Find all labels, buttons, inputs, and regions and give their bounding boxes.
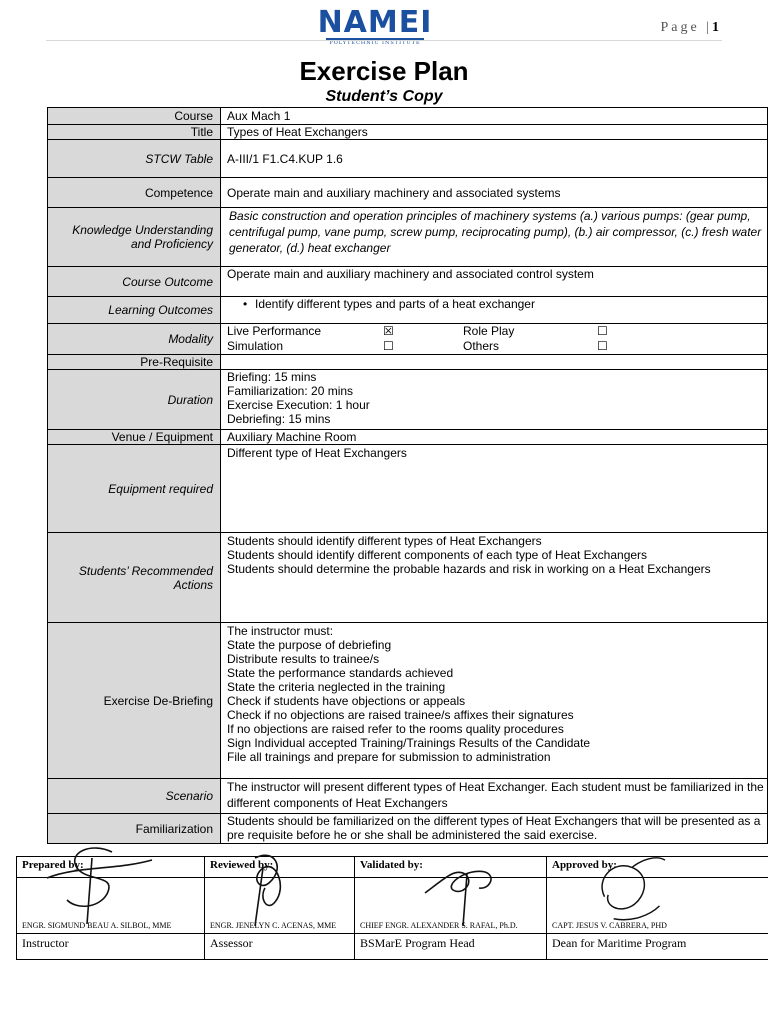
checkbox-live-performance[interactable]: ☒ [383, 324, 394, 338]
modality-option-simulation: Simulation [227, 339, 284, 353]
duration-line: Familiarization: 20 mins [227, 384, 354, 398]
modality-option-role-play: Role Play [463, 324, 515, 338]
value-stcw: A-III/1 F1.C4.KUP 1.6 [221, 140, 768, 178]
signature-validator-icon [405, 838, 525, 928]
row-modality [48, 324, 768, 355]
row-title [48, 125, 768, 140]
learning-outcomes-list [227, 297, 767, 311]
action-line: Students should identify different components of each type of Heat Exchangers [227, 548, 648, 562]
label-prerequisite: Pre-Requisite [48, 355, 221, 370]
debriefing-line: State the purpose of debriefing [227, 638, 392, 652]
debriefing-line: Check if no objections are raised trainee/s affixes their signatures [227, 708, 574, 722]
value-course-outcome: Operate main and auxiliary machinery and associated control system [221, 267, 768, 297]
value-title: Types of Heat Exchangers [221, 125, 768, 140]
row-venue [48, 430, 768, 445]
label-knowledge: Knowledge Understanding and Proficiency [48, 208, 221, 267]
label-venue: Venue / Equipment [48, 430, 221, 445]
signature-reviewer-icon [215, 838, 335, 928]
preparer-cell [17, 878, 205, 934]
debriefing-line: Distribute results to trainee/s [227, 652, 380, 666]
label-debriefing: Exercise De-Briefing [48, 623, 221, 779]
action-line: Students should determine the probable hazards and risk in working on a Heat Exchangers [227, 562, 711, 576]
checkbox-role-play[interactable]: ☐ [597, 324, 608, 338]
reviewer-role: Assessor [205, 934, 355, 960]
value-actions [221, 533, 768, 623]
row-familiarization [48, 814, 768, 844]
value-modality [221, 324, 768, 355]
value-venue: Auxiliary Machine Room [221, 430, 768, 445]
checkbox-others[interactable]: ☐ [597, 339, 608, 353]
value-knowledge: Basic construction and operation principles of machinery systems (a.) various pumps: (gear pump, centrifugal pump, vane pump, screw pump, reciprocating pump), (b.) air compressor, (c.) fresh water generator, (d.) heat exchanger [221, 208, 768, 267]
document-title: Exercise Plan [299, 56, 469, 86]
label-modality: Modality [48, 324, 221, 355]
row-stcw [48, 140, 768, 178]
signature-table [16, 856, 768, 960]
value-prerequisite [221, 355, 768, 370]
value-familiarization: Students should be familiarized on the different types of Heat Exchangers that will be presented as a pre requisite before he or she shall be administered the said exercise. [221, 814, 768, 844]
duration-line: Briefing: 15 mins [227, 370, 317, 384]
approver-name: CAPT. JESUS V. CABRERA, PHD [552, 921, 667, 930]
approver-role: Dean for Maritime Program [547, 934, 768, 960]
value-duration [221, 370, 768, 430]
value-learning-outcomes [221, 297, 768, 324]
modality-option-others: Others [463, 339, 500, 353]
row-learning-outcomes [48, 297, 768, 324]
row-course-outcome [48, 267, 768, 297]
checkbox-simulation[interactable]: ☐ [383, 339, 394, 353]
signature-names [17, 878, 768, 934]
duration-line: Debriefing: 15 mins [227, 412, 331, 426]
label-learning-outcomes: Learning Outcomes [48, 297, 221, 324]
label-stcw: STCW Table [48, 140, 221, 178]
duration-line: Exercise Execution: 1 hour [227, 398, 370, 412]
signature-preparer-icon [37, 838, 157, 928]
value-equipment: Different type of Heat Exchangers [221, 445, 768, 533]
value-scenario: The instructor will present different types of Heat Exchanger. Each student must be familiarized in the different components of Heat Exchangers [221, 779, 768, 814]
label-duration: Duration [48, 370, 221, 430]
preparer-role: Instructor [17, 934, 205, 960]
debriefing-line: File all trainings and prepare for submission to administration [227, 750, 551, 764]
signature-roles [17, 934, 768, 960]
action-line: Students should identify different types of Heat Exchangers [227, 534, 542, 548]
row-equipment [48, 445, 768, 533]
reviewer-cell [205, 878, 355, 934]
row-debriefing [48, 623, 768, 779]
validated-by-heading: Validated by: [355, 857, 547, 878]
logo-wordmark: NAMEI [317, 5, 433, 40]
value-debriefing [221, 623, 768, 779]
page-number: 1 [712, 20, 722, 35]
debriefing-line: Sign Individual accepted Training/Trainings Results of the Candidate [227, 736, 591, 750]
list-item: • Identify different types and parts of a heat exchanger [247, 297, 767, 311]
label-title: Title [48, 125, 221, 140]
debriefing-line: If no objections are raised refer to the rooms quality procedures [227, 722, 564, 736]
row-actions [48, 533, 768, 623]
label-course: Course [48, 108, 221, 125]
modality-options [221, 324, 767, 354]
debriefing-line: Check if students have objections or appeals [227, 694, 466, 708]
approver-cell [547, 878, 768, 934]
row-course [48, 108, 768, 125]
header-divider [46, 40, 722, 41]
approved-by-heading: Approved by: [547, 857, 768, 878]
label-competence: Competence [48, 178, 221, 208]
row-prerequisite [48, 355, 768, 370]
validator-name: CHIEF ENGR. ALEXANDER S. RAFAL, Ph.D. [360, 921, 518, 930]
value-competence: Operate main and auxiliary machinery and associated systems [221, 178, 768, 208]
signature-headings [17, 857, 768, 878]
reviewer-name: ENGR. JENELYN C. ACENAS, MME [210, 921, 337, 930]
logo-subtitle: POLYTECHNIC INSTITUTE [326, 38, 424, 47]
row-knowledge [48, 208, 768, 267]
validator-role: BSMarE Program Head [355, 934, 547, 960]
page-indicator [660, 20, 722, 36]
row-competence [48, 178, 768, 208]
label-familiarization: Familiarization [48, 814, 221, 844]
debriefing-line: State the performance standards achieved [227, 666, 454, 680]
page-label: Page | [660, 20, 712, 35]
modality-option-live-performance: Live Performance [227, 324, 322, 338]
label-course-outcome: Course Outcome [48, 267, 221, 297]
label-actions: Students’ Recommended Actions [48, 533, 221, 623]
debriefing-line: State the criteria neglected in the training [227, 680, 446, 694]
debriefing-line: The instructor must: [227, 624, 334, 638]
signature-approver-icon [577, 838, 687, 928]
preparer-name: ENGR. SIGMUND BEAU A. SILBOL, MME [22, 921, 172, 930]
label-scenario: Scenario [48, 779, 221, 814]
exercise-plan-table [47, 107, 768, 844]
document-subtitle: Student’s Copy [325, 88, 443, 105]
value-course: Aux Mach 1 [221, 108, 768, 125]
label-equipment: Equipment required [48, 445, 221, 533]
prepared-by-heading: Prepared by: [17, 857, 205, 878]
row-scenario [48, 779, 768, 814]
row-duration [48, 370, 768, 430]
institute-logo [300, 5, 450, 48]
reviewed-by-heading: Reviewed by: [205, 857, 355, 878]
validator-cell [355, 878, 547, 934]
